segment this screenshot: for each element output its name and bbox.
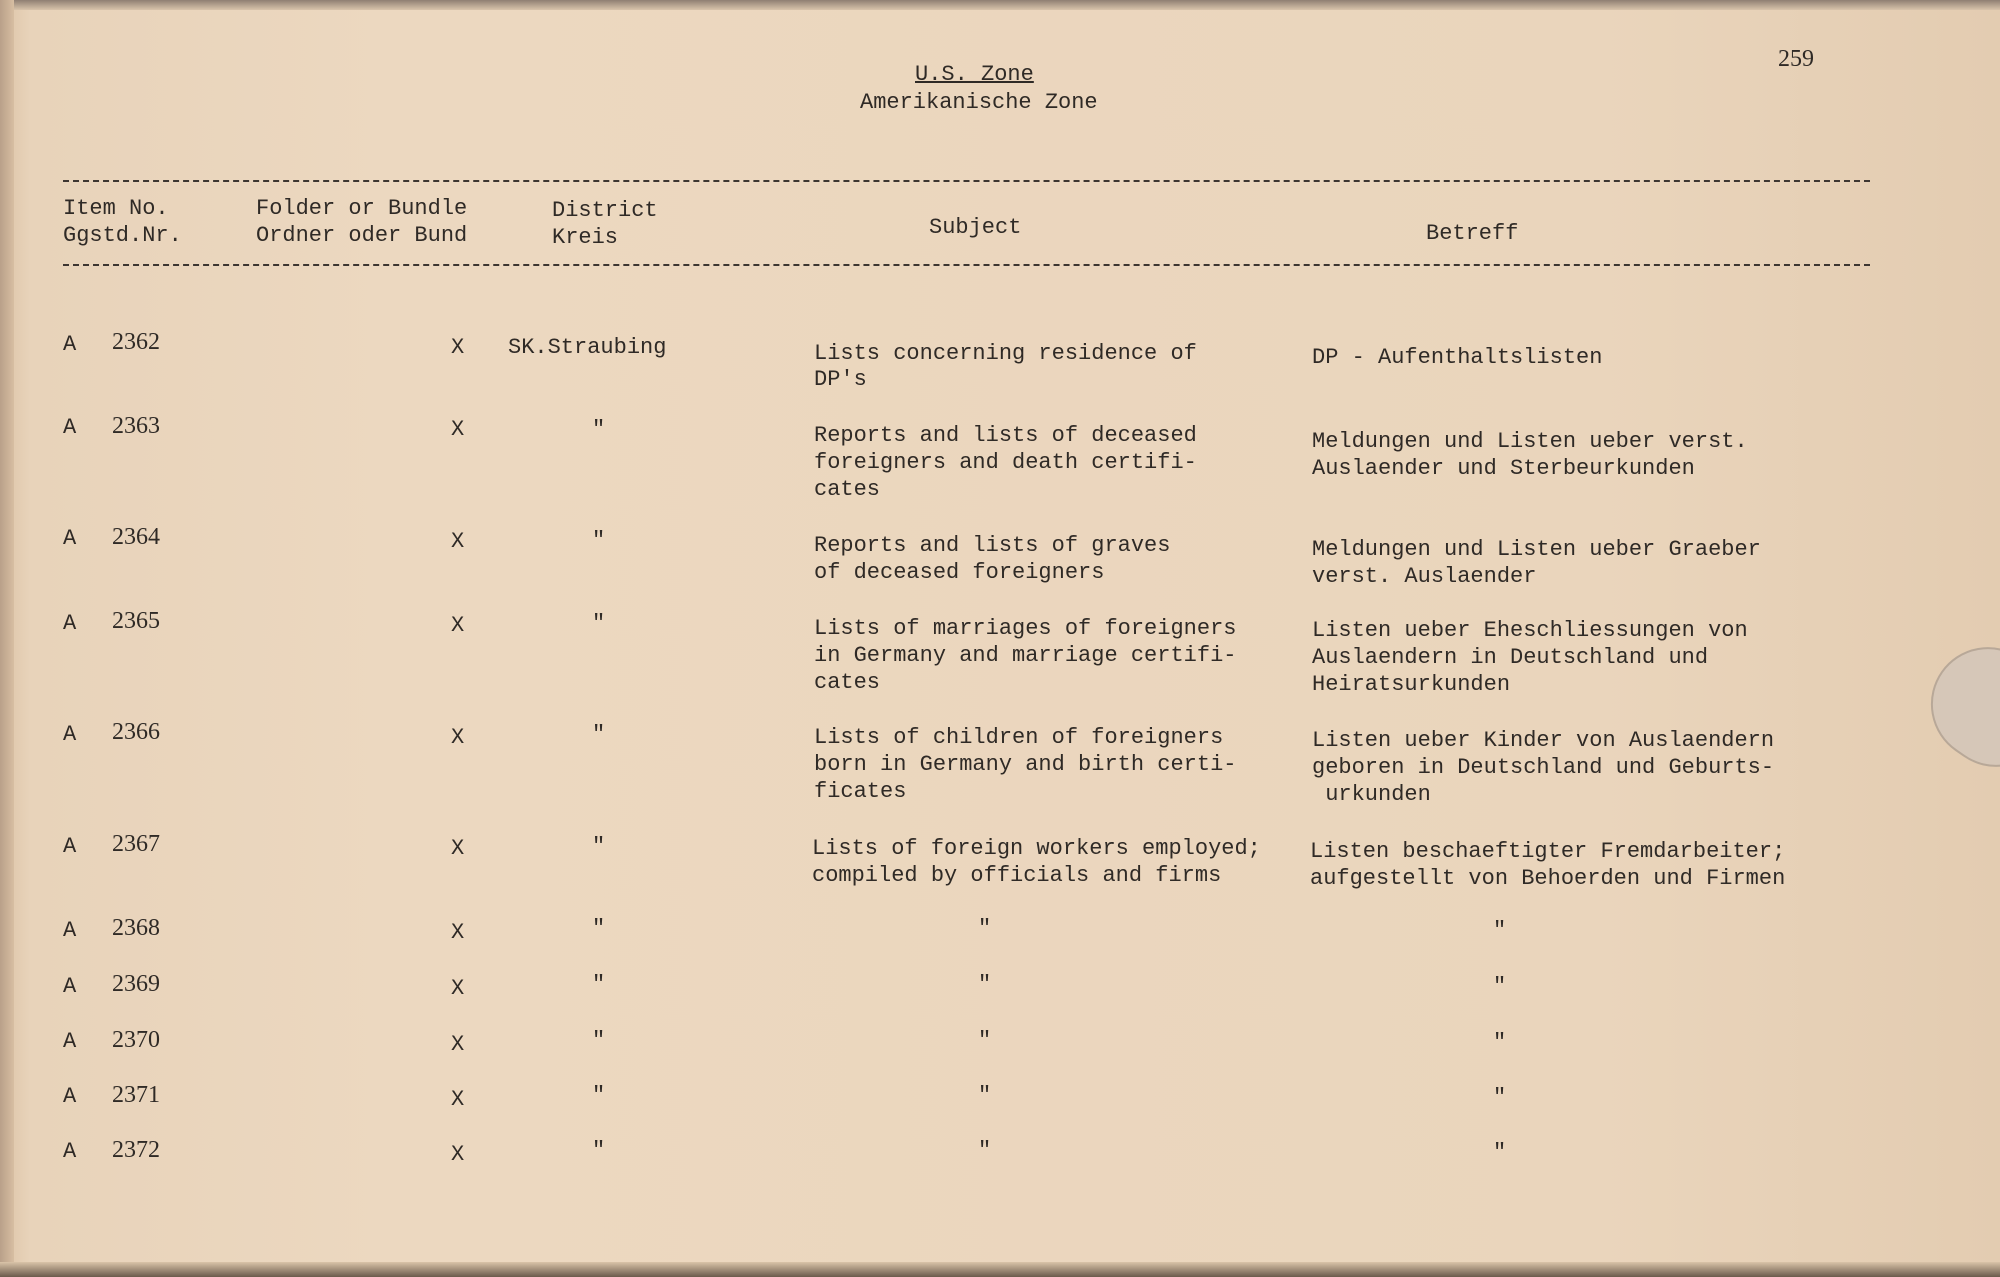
row-betreff-line: aufgestellt von Behoerden und Firmen: [1310, 866, 1786, 891]
row-district-ditto: ": [592, 1138, 606, 1163]
row-betreff-line: verst. Auslaender: [1312, 564, 1537, 589]
zone-subtitle: Amerikanische Zone: [860, 90, 1098, 115]
row-item-number: 2363: [112, 413, 160, 439]
row-subject-line: in Germany and marriage certifi-: [814, 643, 1237, 668]
row-district-ditto: ": [592, 1083, 606, 1108]
row-folder-mark: X: [451, 725, 465, 750]
row-district-ditto: ": [592, 528, 606, 553]
row-subject-ditto: ": [978, 1028, 992, 1053]
row-letter: A: [63, 974, 77, 999]
row-district-ditto: ": [592, 722, 606, 747]
row-betreff-line: DP - Aufenthaltslisten: [1312, 345, 1603, 370]
column-header-item-de: Ggstd.Nr.: [63, 223, 182, 248]
row-subject-line: Reports and lists of deceased: [814, 423, 1197, 448]
row-subject-line: Lists concerning residence of: [814, 341, 1197, 366]
row-folder-mark: X: [451, 920, 465, 945]
row-folder-mark: X: [451, 1142, 465, 1167]
row-folder-mark: X: [451, 1032, 465, 1057]
row-folder-mark: X: [451, 529, 465, 554]
row-subject-line: Reports and lists of graves: [814, 533, 1171, 558]
row-letter: A: [63, 415, 77, 440]
row-betreff-line: Auslaendern in Deutschland und: [1312, 645, 1709, 670]
row-folder-mark: X: [451, 613, 465, 638]
row-district: SK.Straubing: [508, 335, 667, 360]
row-subject-ditto: ": [978, 1083, 992, 1108]
column-header-district-en: District: [552, 198, 658, 223]
row-subject-line: cates: [814, 670, 881, 695]
row-betreff-line: Heiratsurkunden: [1312, 672, 1511, 697]
row-betreff-ditto: ": [1493, 1030, 1507, 1055]
column-header-betreff: Betreff: [1426, 221, 1519, 246]
row-subject-ditto: ": [978, 916, 992, 941]
column-header-item-en: Item No.: [63, 196, 169, 221]
row-letter: A: [63, 834, 77, 859]
column-header-district-de: Kreis: [552, 225, 619, 250]
row-subject-line: of deceased foreigners: [814, 560, 1105, 585]
row-letter: A: [63, 1139, 77, 1164]
row-subject-line: cates: [814, 477, 881, 502]
row-betreff-ditto: ": [1493, 974, 1507, 999]
index-tab: [1909, 625, 2000, 790]
zone-title: U.S. Zone: [915, 62, 1034, 87]
row-letter: A: [63, 611, 77, 636]
row-betreff-line: geboren in Deutschland und Geburts-: [1312, 755, 1775, 780]
row-subject-line: born in Germany and birth certi-: [814, 752, 1237, 777]
row-letter: A: [63, 918, 77, 943]
row-subject-ditto: ": [978, 972, 992, 997]
row-item-number: 2370: [112, 1027, 160, 1053]
row-district-ditto: ": [592, 834, 606, 859]
row-subject-line: ficates: [814, 779, 907, 804]
row-letter: A: [63, 526, 77, 551]
row-folder-mark: X: [451, 976, 465, 1001]
row-subject-ditto: ": [978, 1138, 992, 1163]
row-subject-line: DP's: [814, 367, 867, 392]
row-letter: A: [63, 1084, 77, 1109]
row-folder-mark: X: [451, 417, 465, 442]
column-header-subject: Subject: [929, 215, 1022, 240]
row-district-ditto: ": [592, 1028, 606, 1053]
column-header-folder-de: Ordner oder Bund: [256, 223, 468, 248]
row-subject-line: Lists of marriages of foreigners: [814, 616, 1237, 641]
row-subject-line: compiled by officials and firms: [812, 863, 1222, 888]
row-district-ditto: ": [592, 611, 606, 636]
row-item-number: 2372: [112, 1137, 160, 1163]
row-folder-mark: X: [451, 1087, 465, 1112]
row-item-number: 2366: [112, 719, 160, 745]
header-rule-bottom: [63, 264, 1870, 266]
row-item-number: 2371: [112, 1082, 160, 1108]
row-betreff-line: urkunden: [1312, 782, 1431, 807]
row-betreff-line: Meldungen und Listen ueber verst.: [1312, 429, 1748, 454]
row-betreff-ditto: ": [1493, 918, 1507, 943]
row-item-number: 2362: [112, 329, 160, 355]
row-folder-mark: X: [451, 836, 465, 861]
row-item-number: 2365: [112, 608, 160, 634]
row-item-number: 2367: [112, 831, 160, 857]
page-bottom-edge: [0, 1262, 2000, 1277]
row-betreff-ditto: ": [1493, 1085, 1507, 1110]
row-subject-line: foreigners and death certifi-: [814, 450, 1197, 475]
row-item-number: 2364: [112, 524, 160, 550]
row-betreff-ditto: ": [1493, 1140, 1507, 1165]
row-betreff-line: Listen beschaeftigter Fremdarbeiter;: [1310, 839, 1786, 864]
column-header-folder-en: Folder or Bundle: [256, 196, 468, 221]
row-subject-line: Lists of foreign workers employed;: [812, 836, 1261, 861]
row-district-ditto: ": [592, 972, 606, 997]
row-district-ditto: ": [592, 916, 606, 941]
row-betreff-line: Auslaender und Sterbeurkunden: [1312, 456, 1695, 481]
row-item-number: 2368: [112, 915, 160, 941]
row-item-number: 2369: [112, 971, 160, 997]
page-top-edge: [0, 0, 2000, 10]
row-letter: A: [63, 332, 77, 357]
row-betreff-line: Meldungen und Listen ueber Graeber: [1312, 537, 1761, 562]
row-letter: A: [63, 722, 77, 747]
row-subject-line: Lists of children of foreigners: [814, 725, 1224, 750]
page-binding-edge: [0, 0, 14, 1277]
row-district-ditto: ": [592, 417, 606, 442]
row-folder-mark: X: [451, 335, 465, 360]
page-number: 259: [1778, 46, 1814, 72]
row-betreff-line: Listen ueber Eheschliessungen von: [1312, 618, 1748, 643]
row-betreff-line: Listen ueber Kinder von Auslaendern: [1312, 728, 1775, 753]
header-rule-top: [63, 180, 1870, 182]
row-letter: A: [63, 1029, 77, 1054]
